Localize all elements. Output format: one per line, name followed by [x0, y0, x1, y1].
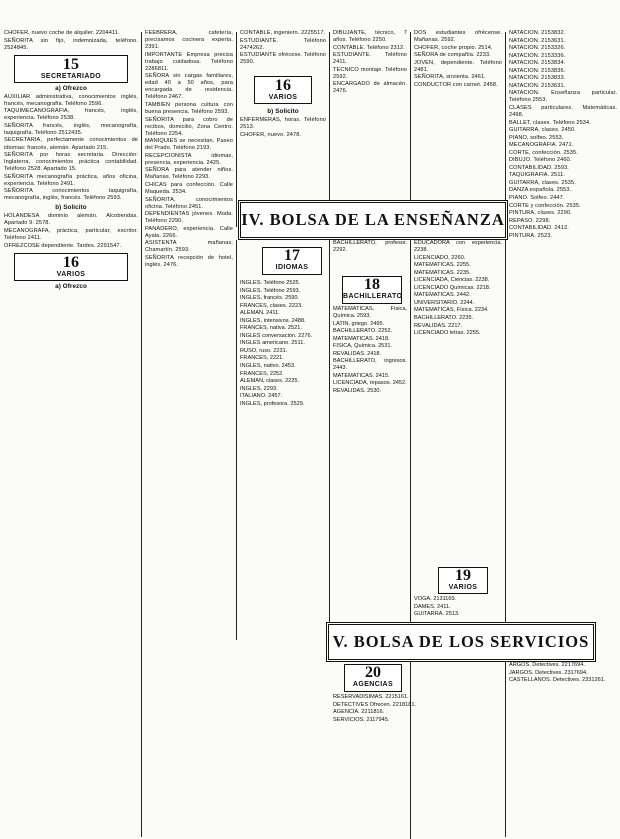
ad: EDUCADORA con experiencia. 2238. [414, 240, 502, 254]
section-number: 16 [274, 77, 292, 95]
column-rule [505, 32, 506, 837]
ad: DANZA española. 2553. [509, 187, 572, 194]
ad: MATEMATICAS. 2442. [414, 292, 471, 299]
ad: DIBUJO. Teléfono 2460. [509, 157, 572, 164]
column-6 [509, 30, 617, 630]
section-number: 15 [62, 55, 80, 73]
ad: CORTE, confección. 2535. [509, 149, 578, 156]
ad: FEEBRERA, cafetería, precisamos cocinera experta. 2391. [145, 30, 233, 51]
column-rule [329, 32, 330, 227]
ad: NATACION. 2153833. [509, 75, 566, 82]
ad: SEÑORITA para cobro de recibos, domicilio, Zona Centro. Teléfono 2254. [145, 116, 233, 137]
ad: SEÑORITA, sirvienta. 2461. [414, 74, 486, 81]
ad: ALEMAN. 2411. [240, 310, 280, 317]
section-19-header [438, 567, 488, 594]
ad: CONTABILIDAD. 2593. [509, 164, 569, 171]
ad: GUITARRA. 2513. [414, 611, 460, 618]
ad: INGLES, profesora. 2529. [240, 400, 305, 407]
ad: INGLES, intensivos. 2488. [240, 317, 306, 324]
ad: CHOFER, coche propio. 2514. [414, 44, 493, 51]
column-rule [236, 240, 237, 640]
ad: BACHILLERATO. 2235. [414, 314, 474, 321]
ad: MECANOGRAFIA. 2471. [509, 142, 574, 149]
ad: CLASES particulares. Matemáticas. 2498. [509, 104, 617, 119]
bachillerato-list [333, 240, 407, 270]
ad: LATIN, griego. 2495. [333, 320, 385, 327]
ad: TECNICO montaje. Teléfono 2592. [333, 66, 407, 80]
section-title: VARIOS [56, 270, 86, 278]
ad: FRANCES, nativa. 2521. [240, 325, 302, 332]
ad: ITALIANO. 2457. [240, 393, 283, 400]
ad: INGLES, 2293. [240, 385, 278, 392]
ad: FRANCES, 2221. [240, 355, 284, 362]
column-3 [240, 30, 326, 226]
section-number: 18 [364, 276, 380, 293]
ad: SEÑORITA, conocimientos oficina. Teléfono 2451. [145, 196, 233, 210]
ad: PINTURA, clases. 2290. [509, 210, 572, 217]
ad: LICENCIADA, repasos. 2452. [333, 380, 407, 387]
ad: NATACION. 2153631. [509, 82, 566, 89]
ad: AUXILIAR administrativa, conocimientos inglés, francés, mecanografía. Teléfono 2596. [4, 93, 138, 107]
ad: PIANO, solfeo. 2553. [509, 134, 564, 141]
column-rule [141, 32, 142, 837]
ad: UNIVERSITARIO. 2244. [414, 299, 475, 306]
ad: LICENCIADO Químicas. 2218. [414, 284, 491, 291]
ad: REVALIDAS. 2418. [333, 350, 382, 357]
section-16-header [254, 76, 312, 104]
ad: FRANCES, 2252. [240, 370, 284, 377]
ad: NATACION. 2153631. [509, 37, 566, 44]
ad: NATACION. 2153834. [509, 60, 566, 67]
section-number: 16 [62, 253, 80, 271]
section-20-header [344, 664, 402, 692]
ad: MATEMATICAS. 2255. [414, 262, 471, 269]
agencias-list [333, 694, 503, 834]
column-rule [329, 240, 330, 640]
ad: TAQUIGRAFIA. 2511. [509, 172, 565, 179]
ad: JOVEN, dependiente. Teléfono 2481. [414, 59, 502, 73]
ad: DETECTIVES Ofrecen. 2218181. [333, 701, 417, 708]
ad: MECANOGRAFA, práctica, particular, escritor. Teléfono 2411. [4, 228, 138, 242]
ad: SEÑORITA francés, inglés, mecanografía, taquigrafía. Teléfono 2512435. [4, 122, 138, 136]
ad: PINTURA. 2523. [509, 232, 553, 239]
bachillerato-list [333, 306, 407, 636]
column-5-middle [414, 240, 502, 560]
ad: REVALIDAS. 2217. [414, 322, 463, 329]
section-title: AGENCIAS [352, 681, 394, 688]
ad: CONTABLE, ingeniero. 2225517. [240, 30, 326, 36]
ad: NATACION. 2153832. [509, 30, 566, 36]
ad: AGENCIA. 2211816. [333, 709, 385, 716]
ad: BACHILLERATO, ingresos. 2443. [333, 358, 407, 372]
ad: SEÑORITA sin fijo, indemnizada, teléfono. 2524845. [4, 37, 138, 51]
ad: ENFERMERAS, horas. Teléfono 2513. [240, 117, 326, 131]
ad: INGLES, francés. 2590. [240, 295, 300, 302]
ad: GUITARRA, clases. 2535. [509, 179, 576, 186]
ad: OFREZCOSE dependiente. Tardes. 2291547. [4, 242, 122, 249]
ad: REPASO. 2298. [509, 217, 551, 224]
ad: CHOFER, nuevo coche de alquiler. 2204411. [4, 30, 120, 36]
ad: DIBUJANTE, técnico, 7 años. Teléfono 2250. [333, 30, 407, 44]
banner-bolsa-ensenanza: IV. BOLSA DE LA ENSEÑANZA [238, 200, 508, 240]
ad: SEÑORITA por horas secretaria. Dirección: Inglaterra, conocimientos práctica contabilidad. Teléfono 2528. Apartado 15. [4, 152, 138, 173]
ad: JARGOS. Detectives. 2317694. [509, 669, 588, 676]
ad: REVALIDAS. 2530. [333, 388, 382, 395]
ad: SEÑORA sin cargas familiares, edad 40 a 50 años, para encargada de residencia. Teléfono 2467. [145, 73, 233, 101]
column-6-bottom [509, 662, 617, 832]
column-1 [4, 30, 138, 835]
ad: INGLES. Teléfono 2525. [240, 280, 301, 286]
ad: PIANO. Solfeo. 2447. [509, 195, 565, 202]
ad: RESERVADISIMAS. 2215161. [333, 694, 409, 700]
ad: PANADERO, experiencia. Calle Ayala. 2266. [145, 225, 233, 239]
idiomas-list [240, 280, 326, 640]
ad: ARGOS. Detectives. 2217694. [509, 662, 585, 668]
ad: SEÑORITA conocimientos taquigrafía, mecanografía, inglés, francés. Teléfono 2593. [4, 188, 138, 202]
ad: IMPORTANTE Empresa precisa trabajo cuidadosa. Teléfono 2286811. [145, 51, 233, 72]
ad: DAMES. 2411. [414, 603, 451, 610]
ad: NATACION. 2153336. [509, 52, 566, 59]
ad: SERVICIOS. 2117945. [333, 716, 390, 723]
section-number: 20 [365, 664, 381, 681]
ad: BALLET, clases. Teléfono 2534. [509, 119, 591, 126]
ad: NATACION. 2153836. [509, 67, 566, 74]
ad: MANIQUIES se necesitan. Paseo del Prado. Teléfono 2193. [145, 138, 233, 152]
ad: CHOFER, nuevo. 2478. [240, 131, 302, 138]
ad: MATEMATICAS, Física, Química. 2593. [333, 306, 407, 320]
ad: INGLES. Teléfono 2593. [240, 287, 301, 294]
ad: HOLANDESA dominio alemán. Alcobendas. Apartado 9. 2578. [4, 213, 138, 227]
section-title: BACHILLERATO [343, 293, 403, 300]
section-18-header [342, 276, 402, 304]
column-4 [333, 30, 407, 226]
ad: LICENCIADO, 2260. [414, 254, 466, 261]
ad: MATEMATICAS. 2418. [333, 335, 390, 342]
ad: LICENCIADA, Ciencias. 2238. [414, 277, 490, 284]
ad: ASISTENTA mañanas. Chamartín. 2593. [145, 240, 233, 254]
subsection-offer: a) Ofrezco [55, 282, 87, 290]
ad: FRANCES, clases. 2223. [240, 302, 303, 309]
ad: SEÑORA para atender niños. Mañanas. Teléfono 2293. [145, 167, 233, 181]
ad: FISICA, Química. 2531. [333, 343, 393, 350]
subsection-offer: a) Ofrezco [55, 84, 87, 92]
section-title: VARIOS [268, 94, 298, 102]
ad: RUSO, ruso. 2231. [240, 347, 288, 354]
ad: BACHILLERATO, profesor. 2292. [333, 240, 407, 254]
ad: INGLES, nativo. 2453. [240, 363, 296, 370]
ad: INGLES conversación. 2276. [240, 332, 313, 339]
section-title: SECRETARIADO [40, 72, 102, 80]
section-15-header [14, 55, 128, 83]
column-rule [236, 32, 237, 227]
section-number: 19 [455, 567, 471, 584]
ad: GUITARRA, clases. 2450. [509, 127, 576, 134]
ad: CONTABILIDAD. 2412. [509, 225, 569, 232]
ad: LICENCIADO letras. 2255. [414, 330, 481, 337]
ad: TAQUIMECANOGRAFIA, francés, inglés, experiencia. Teléfono 2538. [4, 108, 138, 122]
ad: ENCARGADO de almacén. 2476. [333, 81, 407, 95]
section-16-header [14, 253, 128, 281]
ad: CHICAS para confección. Calle Maqueda. 2534. [145, 181, 233, 196]
section-title: IDIOMAS [275, 264, 309, 271]
ad: CASTELLANOS. Detectives. 2331261. [509, 677, 606, 684]
ad: ESTUDIANTE. Teléfono 2411. [333, 52, 407, 66]
ad: DOS estudiantes ofrécense. Mañanas. 2592. [414, 30, 502, 44]
ad: INGLES americano. 2511. [240, 340, 305, 347]
ad: CONDUCTOR con carnet. 2458. [414, 81, 498, 88]
ad: SECRETARIA, perfectamente conocimientos de idiomas: francés, alemán. Apartado 215. [4, 137, 138, 151]
ad: BACHILLERATO. 2252. [333, 328, 393, 335]
ad: MATEMATICAS, Física. 2234. [414, 307, 489, 314]
section-number: 17 [284, 247, 300, 264]
ad: SEÑORITA recepción de hotel, inglés. 2476. [145, 254, 233, 268]
banner-bolsa-servicios: V. BOLSA DE LOS SERVICIOS [326, 622, 596, 662]
section-title: VARIOS [448, 584, 478, 591]
ad: ALEMAN, clases. 2225. [240, 378, 300, 385]
subsection-request: b) Solicito [267, 108, 299, 116]
ad: MATEMATICAS. 2415. [333, 372, 390, 379]
ad: MATEMATICAS. 2235. [414, 269, 471, 276]
ad: NATACION. Enseñanza particular. Teléfono 2553. [509, 90, 617, 104]
column-2 [145, 30, 233, 835]
ad: DEPENDIENTAS jóvenes. Moda. Teléfono 2290. [145, 211, 233, 225]
ad: VOGA. 2131169. [414, 596, 457, 602]
subsection-request: b) Solicito [55, 204, 87, 212]
ad: SEÑORITA mecanografía práctica, años oficina, experiencia. Teléfono 2491. [4, 173, 138, 187]
ad: RECEPCIONISTA idiomas, presencia, experiencia. 2425. [145, 152, 233, 166]
ad: SEÑORA de compañía. 2233. [414, 52, 491, 59]
section-17-header [262, 247, 322, 275]
ad: NATACION. 2153326. [509, 45, 566, 52]
ad: ESTUDIANTE ofrécese. Teléfono 2590. [240, 52, 326, 66]
ad: TAMBIEN persona cultura con buena presencia. Teléfono 2593. [145, 101, 233, 116]
ad: CORTE y confección. 2535. [509, 202, 581, 209]
ad: ESTUDIANTE. Teléfono 2474262. [240, 37, 326, 51]
ad: CONTABLE. Teléfono 2312. [333, 44, 405, 51]
